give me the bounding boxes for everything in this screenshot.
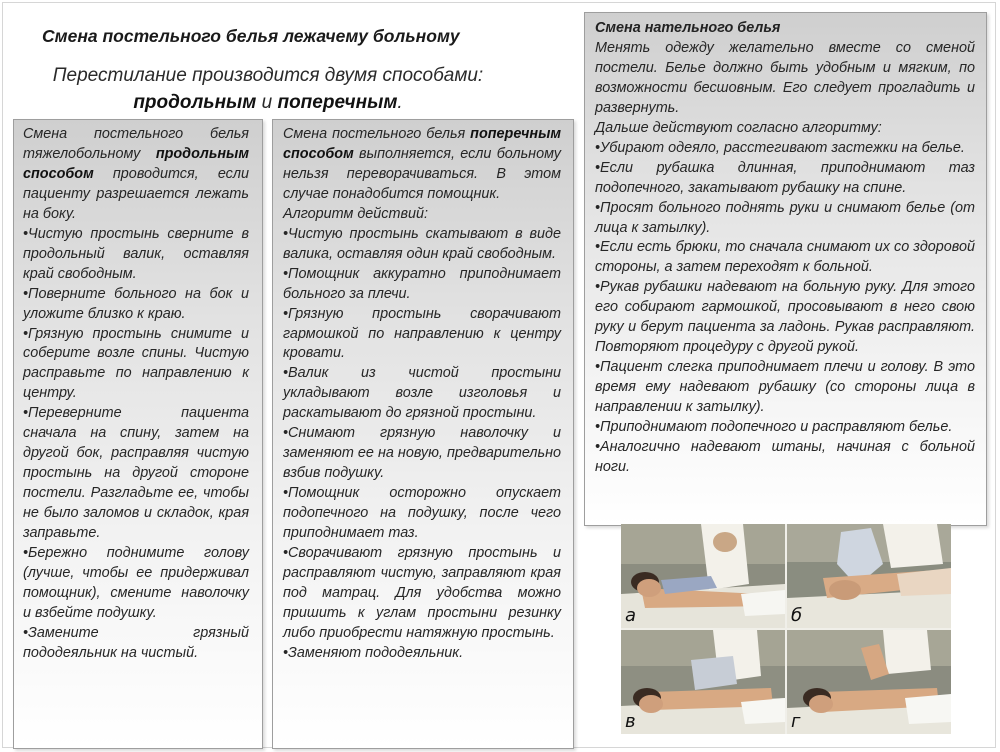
transverse-algo-heading: Алгоритм действий: bbox=[283, 205, 429, 222]
photo-a bbox=[621, 524, 785, 628]
transverse-intro bbox=[283, 125, 561, 205]
underwear-step: •Если есть брюки, то сначала снимают их со здоровой стороны, а затем переходят к больной. bbox=[595, 239, 975, 276]
photo-label-a: а bbox=[625, 605, 637, 626]
longitudinal-intro-after: проводится, если пациенту разрешается лежать на боку. bbox=[23, 165, 249, 222]
longitudinal-step: •Грязную простынь снимите и соберите возле спины. Чистую расправьте по направлению к центру. bbox=[23, 325, 249, 402]
longitudinal-method-box bbox=[13, 119, 263, 749]
underwear-step: •Аналогично надевают штаны, начиная с больной ноги. bbox=[595, 439, 975, 475]
transverse-step: •Помощник аккуратно приподнимает больного за плечи. bbox=[283, 265, 561, 302]
transverse-method-box bbox=[272, 119, 574, 749]
underwear-step: •Пациент слегка приподнимает плечи и голову. В это время ему надевают рубашку (со стороны лица в направлении к затылку). bbox=[595, 359, 975, 416]
longitudinal-intro-bold: продольным способом bbox=[23, 145, 249, 182]
subtitle-method-transverse: поперечным bbox=[277, 92, 398, 113]
transverse-step: •Заменяют пододеяльник. bbox=[283, 644, 464, 661]
subtitle-conjunction: и bbox=[256, 92, 278, 113]
subtitle-method-longitudinal: продольным bbox=[133, 92, 257, 113]
transverse-step: •Помощник осторожно опускает подопечного на подушку, после чего приподнимает таз. bbox=[283, 485, 561, 542]
page-subtitle bbox=[18, 62, 518, 116]
longitudinal-step: •Чистую простынь сверните в продольный валик, оставляя край свободным. bbox=[23, 225, 249, 282]
longitudinal-step: •Бережно поднимите голову (лучше, чтобы ее придерживал помощник), смените наволочку и взбейте подушку. bbox=[23, 545, 249, 621]
photo-label-c: в bbox=[625, 711, 636, 732]
transverse-step: •Снимают грязную наволочку и заменяют ее на новую, предварительно взбив подушку. bbox=[283, 425, 561, 482]
page-title: Смена постельного белья лежачему больному bbox=[42, 26, 460, 46]
underwear-algo-heading: Дальше действуют согласно алгоритму: bbox=[595, 119, 882, 136]
underwear-step: •Приподнимают подопечного и расправляют белье. bbox=[595, 419, 953, 436]
underwear-heading: Смена нательного белья bbox=[595, 20, 781, 36]
underwear-step: •Убирают одеяло, расстегивают застежки на белье. bbox=[595, 139, 965, 156]
photo-grid bbox=[621, 524, 951, 734]
photo-c bbox=[621, 630, 785, 734]
underwear-step: •Если рубашка длинная, приподнимают таз подопечного, закатывают рубашку на спине. bbox=[595, 159, 975, 196]
longitudinal-step: •Поверните больного на бок и уложите близко к краю. bbox=[23, 285, 249, 322]
photo-d bbox=[787, 630, 951, 734]
transverse-intro-after: выполняется, если больному нельзя переворачиваться. В этом случае понадобится помощник. bbox=[283, 145, 561, 202]
transverse-step: •Валик из чистой простыни укладывают возле изголовья и раскатывают до грязной простыни. bbox=[283, 365, 561, 422]
underwear-step: •Просят больного поднять руки и снимают белье (от лица к затылку). bbox=[595, 199, 975, 236]
underwear-change-box bbox=[584, 12, 987, 526]
longitudinal-intro-before: Смена постельного белья тяжелобольному bbox=[23, 126, 249, 162]
transverse-step: •Грязную простынь сворачивают гармошкой по направлению к центру кровати. bbox=[283, 305, 561, 362]
underwear-step: •Рукав рубашки надевают на больную руку. Для этого его собирают гармошкой, просовывают в него свою руку и берут пациента за ладонь. Рукав расправляют. Повторяют процедуру с другой рукой. bbox=[595, 279, 975, 356]
transverse-intro-before: Смена постельного белья bbox=[283, 126, 471, 142]
photo-b bbox=[787, 524, 951, 628]
longitudinal-intro bbox=[23, 125, 249, 225]
underwear-intro: Менять одежду желательно вместе со сменой постели. Белье должно быть удобным и мягким, по возможности бесшовным. Его следует прогладить и развернуть. bbox=[595, 39, 975, 116]
transverse-intro-bold: поперечным способом bbox=[283, 126, 561, 162]
longitudinal-step: •Замените грязный пододеяльник на чистый. bbox=[23, 624, 249, 661]
transverse-step: •Чистую простынь скатывают в виде валика, оставляя один край свободным. bbox=[283, 225, 561, 262]
longitudinal-step: •Переверните пациента сначала на спину, затем на другой бок, расправляя чистую простынь на другой стороне постели. Разгладьте ее, чтобы не было заломов и складок, края заправьте. bbox=[23, 405, 249, 542]
photo-label-b: б bbox=[791, 605, 803, 626]
photo-label-d: г bbox=[791, 711, 801, 732]
subtitle-end: . bbox=[397, 92, 403, 113]
transverse-step: •Сворачивают грязную простынь и расправляют чистую, заправляют края под матрац. Для удобства можно пришить к углам простыни резинку либо приобрести натяжную простынь. bbox=[283, 545, 561, 641]
subtitle-line1: Перестилание производится двумя способами: bbox=[52, 65, 484, 86]
